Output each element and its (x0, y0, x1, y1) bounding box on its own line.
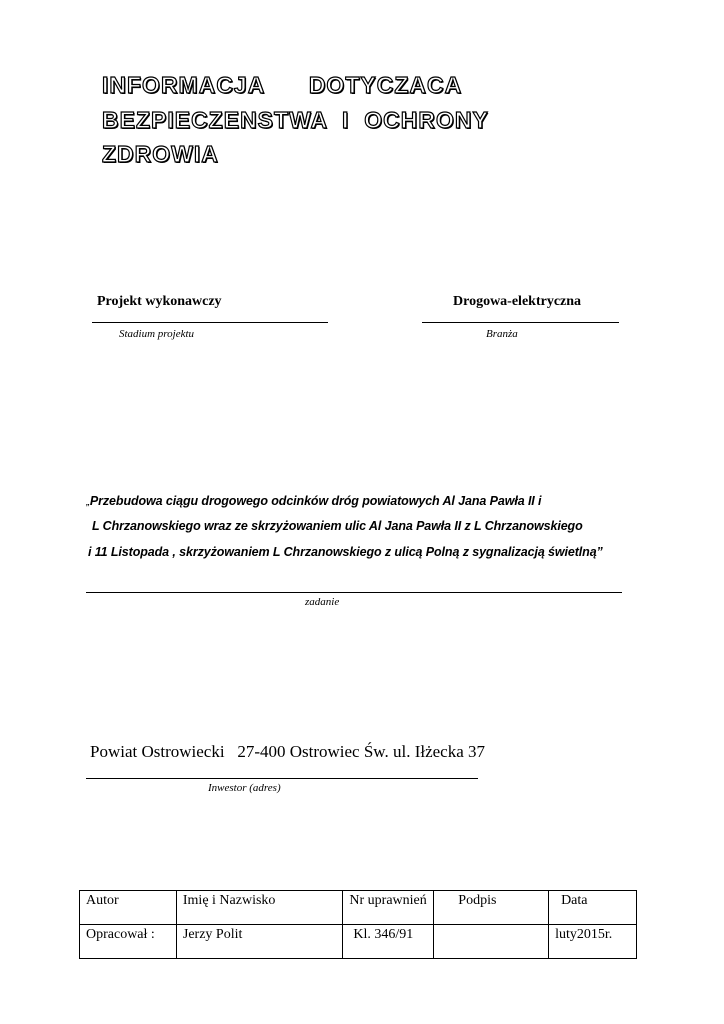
investor-address: Powiat Ostrowiecki 27-400 Ostrowiec Św. ul. Iłżecka 37 (90, 742, 486, 761)
header-name: Imię i Nazwisko (176, 891, 343, 925)
cell-license-number: Kl. 346/91 (343, 925, 434, 959)
header-signature: Podpis (434, 891, 549, 925)
header-license: Nr uprawnień (343, 891, 434, 925)
document-title-line-2: BEZPIECZENSTWA I OCHRONY (102, 107, 489, 133)
document-title-line-3: ZDROWIA (102, 141, 219, 167)
project-branch-rule (422, 322, 619, 323)
cell-author-name: Jerzy Polit (176, 925, 343, 959)
project-stage-rule (92, 322, 328, 323)
header-date: Data (549, 891, 637, 925)
document-title-line-1: INFORMACJA DOTYCZACA (102, 72, 463, 98)
task-caption: zadanie (305, 596, 340, 608)
cell-signature (434, 925, 549, 959)
task-line-3: i 11 Listopada , skrzyżowaniem L Chrzanowskiego z ulicą Polną z sygnalizacją świetlną” (88, 545, 603, 559)
investor-rule (86, 778, 478, 779)
signature-table-header-row (80, 891, 637, 925)
investor-caption: Inwestor (adres) (208, 782, 281, 794)
task-open-quote: „ (86, 498, 90, 507)
project-branch-value: Drogowa-elektryczna (453, 294, 582, 309)
task-line-2: L Chrzanowskiego wraz ze skrzyżowaniem ulic Al Jana Pawła II z L Chrzanowskiego (92, 519, 583, 533)
cell-role: Opracował : (80, 925, 177, 959)
header-author: Autor (80, 891, 177, 925)
project-stage-value: Projekt wykonawczy (97, 294, 222, 309)
task-rule (86, 592, 622, 593)
project-branch-caption: Branża (486, 328, 518, 340)
cell-date: luty2015r. (549, 925, 637, 959)
signature-table-row (80, 925, 637, 959)
task-line-1 (86, 494, 541, 508)
project-stage-caption: Stadium projektu (119, 328, 195, 340)
task-line-1-text: Przebudowa ciągu drogowego odcinków dróg powiatowych Al Jana Pawła II i (89, 494, 542, 508)
signature-table (79, 890, 637, 959)
